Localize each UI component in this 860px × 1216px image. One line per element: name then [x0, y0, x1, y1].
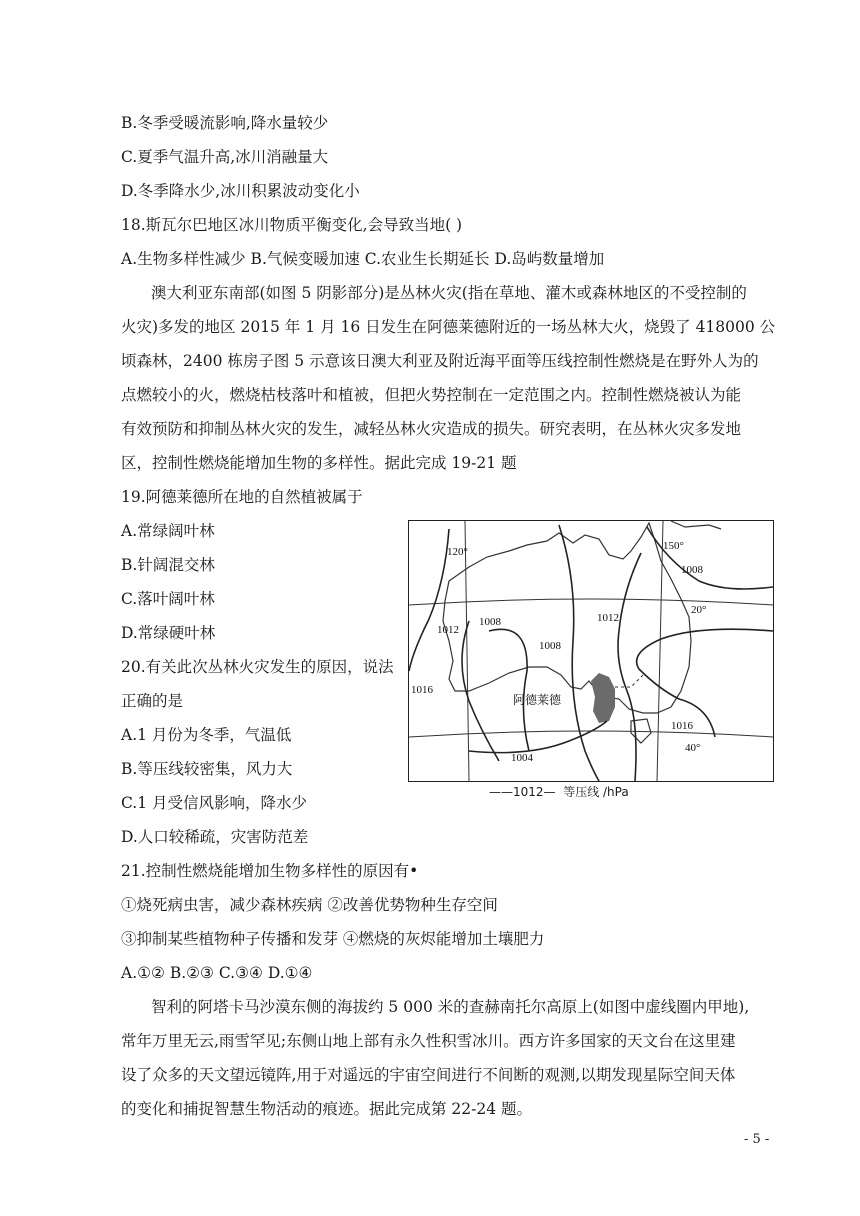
- label-isobar-1008-w: 1008: [479, 616, 501, 628]
- legend-line-left: ——: [489, 785, 513, 799]
- state-border-dashed: [615, 673, 645, 687]
- options-18: A.生物多样性减少 B.气候变暖加速 C.农业生长期延长 D.岛屿数量增加: [121, 250, 605, 268]
- option-19a: A.常绿阔叶林: [121, 522, 215, 540]
- question-19: 19.阿德莱德所在地的自然植被属于: [121, 488, 363, 506]
- options-21: A.①② B.②③ C.③④ D.①④: [121, 964, 313, 982]
- question-20-line-1: 20.有关此次丛林火灾发生的原因，说法: [121, 658, 394, 676]
- option-17b: B.冬季受暖流影响,降水量较少: [121, 114, 329, 132]
- passage-line-2: 火灾)多发的地区 2015 年 1 月 16 日发生在阿德莱德附近的一场丛林大火，烧毁了 418000 公: [121, 318, 776, 336]
- bushfire-shaded-area: [591, 673, 615, 723]
- longitude-120-line: [465, 521, 469, 781]
- label-isobar-1016-w: 1016: [411, 684, 433, 696]
- passage2-line-2: 常年万里无云,雨雪罕见;东侧山地上部有永久性积雪冰川。西方许多国家的天文台在这里建: [121, 1032, 736, 1050]
- passage-line-3: 顷森林，2400 栋房子图 5 示意该日澳大利亚及附近海平面等压线控制性燃烧是在野外人为的: [121, 352, 759, 370]
- legend-text: 等压线 /hPa: [563, 785, 629, 799]
- option-19d: D.常绿硬叶林: [121, 624, 216, 642]
- label-isobar-1016-se: 1016: [671, 720, 693, 732]
- question-21: 21.控制性燃烧能增加生物多样性的原因有•: [121, 862, 419, 880]
- option-19c: C.落叶阔叶林: [121, 590, 215, 608]
- question-18: 18.斯瓦尔巴地区冰川物质平衡变化,会导致当地( ): [121, 216, 463, 234]
- question-20-line-2: 正确的是: [121, 692, 184, 710]
- statements-21-row-2: ③抑制某些植物种子传播和发芽 ④燃烧的灰烬能增加土壤肥力: [121, 930, 545, 948]
- legend-line-right: —: [543, 785, 564, 799]
- latitude-20-line: [409, 599, 773, 605]
- isobar-1016-west: [409, 529, 449, 671]
- option-20c: C.1 月受信风影响，降水少: [121, 794, 308, 812]
- label-adelaide: 阿德莱德: [513, 693, 562, 707]
- isobar-map-figure: [408, 520, 774, 782]
- option-19b: B.针阔混交林: [121, 556, 215, 574]
- label-lat-20: 20°: [691, 604, 707, 616]
- option-20a: A.1 月份为冬季，气温低: [121, 726, 292, 744]
- page-number: - 5 -: [744, 1132, 770, 1147]
- option-20b: B.等压线较密集，风力大: [121, 760, 293, 778]
- label-isobar-1012-w: 1012: [437, 624, 459, 636]
- passage-line-6: 区，控制性燃烧能增加生物的多样性。据此完成 19-21 题: [121, 454, 517, 472]
- legend-sample-value: 1012: [513, 785, 544, 799]
- label-isobar-1008-ne: 1008: [681, 564, 703, 576]
- longitude-150-line: [657, 521, 663, 781]
- passage2-line-4: 的变化和捕捉智慧生物活动的痕迹。据此完成第 22-24 题。: [121, 1100, 533, 1118]
- label-isobar-1012-e: 1012: [597, 612, 619, 624]
- isobar-1016-east: [637, 629, 773, 737]
- option-17c: C.夏季气温升高,冰川消融量大: [121, 148, 329, 166]
- passage2-line-1: 智利的阿塔卡马沙漠东侧的海拔约 5 000 米的查赫南托尔高原上(如图中虚线圈内甲地),: [151, 998, 750, 1016]
- label-isobar-1008-c: 1008: [539, 640, 561, 652]
- label-lat-40: 40°: [685, 742, 701, 754]
- option-20d: D.人口较稀疏，灾害防范差: [121, 828, 309, 846]
- passage-line-1: 澳大利亚东南部(如图 5 阴影部分)是丛林火灾(指在草地、灌木或森林地区的不受控制的: [151, 284, 747, 302]
- passage-line-5: 有效预防和抑制丛林火灾的发生，减轻丛林火灾造成的损失。研究表明，在丛林火灾多发地: [121, 420, 742, 438]
- option-17d: D.冬季降水少,冰川积累波动变化小: [121, 182, 360, 200]
- map-legend: [489, 783, 629, 800]
- label-lon-150: 150°: [663, 540, 684, 552]
- isobar-1004-south: [469, 721, 607, 753]
- passage-line-4: 点燃较小的火，燃烧枯枝落叶和植被，但把火势控制在一定范围之内。控制性燃烧被认为能: [121, 386, 742, 404]
- isobar-1008-northeast: [647, 527, 773, 589]
- passage2-line-3: 设了众多的天文望远镜阵,用于对遥远的宇宙空间进行不间断的观测,以期发现星际空间天体: [121, 1066, 736, 1084]
- new-guinea-coastline: [671, 521, 721, 529]
- statements-21-row-1: ①烧死病虫害，减少森林疾病 ②改善优势物种生存空间: [121, 896, 498, 914]
- isobar-map-svg: [409, 521, 773, 781]
- label-isobar-1004-s: 1004: [511, 752, 533, 764]
- label-lon-120: 120°: [447, 546, 468, 558]
